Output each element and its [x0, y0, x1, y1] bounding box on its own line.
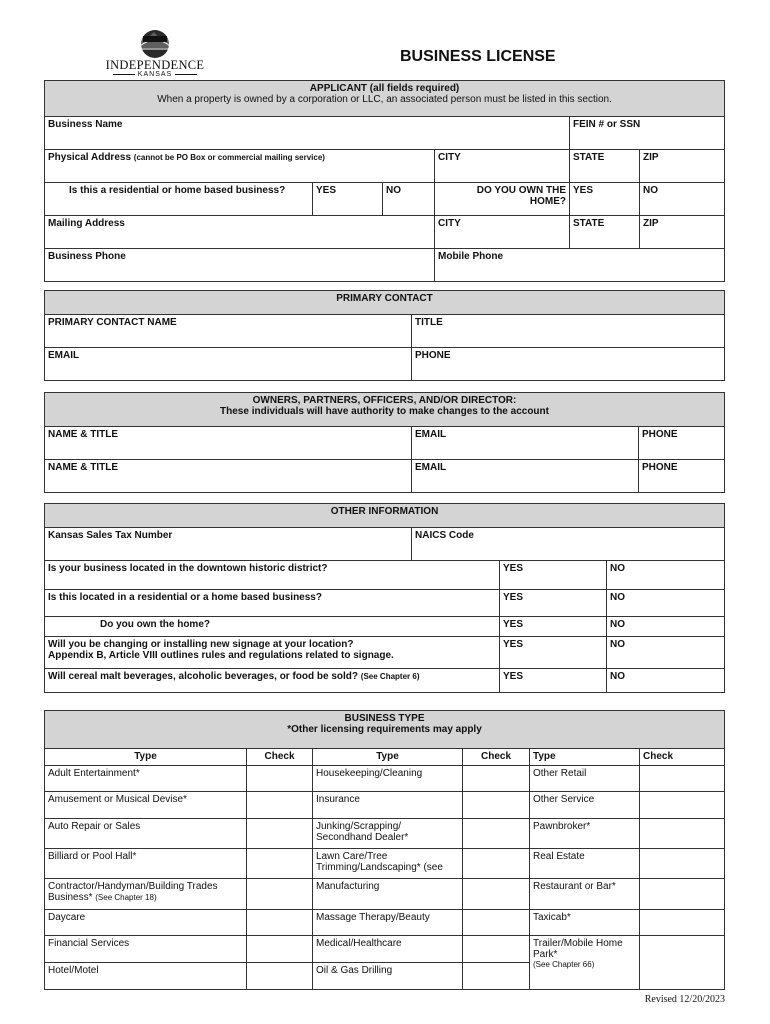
check-column-header-3: Check — [640, 749, 725, 766]
owner-1-name-label: NAME & TITLE — [48, 429, 118, 440]
historic-yes-box[interactable] — [500, 561, 607, 590]
naics-field[interactable] — [412, 528, 725, 561]
mailing-address-field[interactable] — [45, 216, 435, 249]
table-row — [45, 910, 725, 936]
business-type-cell: Hotel/Motel — [45, 963, 247, 990]
applicant-subtitle: When a property is owned by a corporation or LLC, an associated person must be listed in this section. — [157, 94, 612, 105]
business-type-cell: Adult Entertainment* — [45, 766, 247, 792]
physical-address-note: (cannot be PO Box or commercial mailing service) — [133, 153, 325, 162]
signage-yes-label: YES — [503, 639, 524, 650]
business-type-cell: Financial Services — [45, 936, 247, 963]
residential-no-label: NO — [386, 185, 401, 196]
own-home-yes-label: YES — [573, 185, 594, 196]
city-seal-icon — [132, 22, 178, 58]
business-type-cell: Housekeeping/Cleaning — [313, 766, 463, 792]
own-home-2-yes-box[interactable] — [500, 617, 607, 637]
signage-question-line-2: Appendix B, Article VIII outlines rules and regulations related to signage. — [48, 650, 394, 661]
business-type-check-box[interactable] — [640, 849, 725, 879]
applicant-section — [44, 80, 725, 282]
residential-no-box[interactable] — [383, 183, 435, 216]
business-type-check-box[interactable] — [463, 792, 530, 819]
business-type-cell — [45, 879, 247, 910]
signage-question-line-1: Will you be changing or installing new signage at your location? — [48, 639, 354, 650]
business-type-check-box[interactable] — [463, 879, 530, 910]
type-column-header-2: Type — [313, 749, 463, 766]
physical-address-field[interactable] — [45, 150, 435, 183]
primary-contact-section — [44, 290, 725, 381]
table-row — [45, 819, 725, 849]
check-column-header-2: Check — [463, 749, 530, 766]
owners-header — [45, 393, 725, 427]
business-type-cell: Medical/Healthcare — [313, 936, 463, 963]
business-type-cell: Billiard or Pool Hall* — [45, 849, 247, 879]
own-home-no-label: NO — [643, 185, 658, 196]
business-type-subtitle: *Other licensing requirements may apply — [287, 724, 482, 735]
business-type-check-box[interactable] — [247, 879, 313, 910]
table-row — [45, 792, 725, 819]
physical-zip-label: ZIP — [643, 152, 659, 163]
business-type-cell: Daycare — [45, 910, 247, 936]
residential-question: Is this a residential or home based business? — [45, 183, 313, 216]
beverages-yes-label: YES — [503, 671, 524, 682]
business-type-check-box[interactable] — [640, 910, 725, 936]
mailing-zip-label: ZIP — [643, 218, 659, 229]
signage-no-box[interactable] — [607, 637, 725, 669]
business-type-cell — [530, 936, 640, 990]
business-type-cell: Junking/Scrapping/ Secondhand Dealer* — [313, 819, 463, 849]
residential-based-no-label: NO — [610, 592, 625, 603]
business-type-cell: Amusement or Musical Devise* — [45, 792, 247, 819]
business-name-field[interactable] — [45, 117, 570, 150]
business-type-check-box[interactable] — [640, 819, 725, 849]
beverages-question-text: Will cereal malt beverages, alcoholic beverages, or food be sold? — [48, 671, 359, 682]
residential-based-no-box[interactable] — [607, 590, 725, 617]
historic-no-box[interactable] — [607, 561, 725, 590]
beverages-no-label: NO — [610, 671, 625, 682]
physical-zip-field[interactable] — [640, 150, 725, 183]
business-type-cell: Massage Therapy/Beauty — [313, 910, 463, 936]
applicant-title: APPLICANT (all fields required) — [309, 83, 460, 94]
mailing-state-field[interactable] — [570, 216, 640, 249]
business-type-cell: Lawn Care/Tree Trimming/Landscaping* (see — [313, 849, 463, 879]
applicant-header — [45, 81, 725, 117]
business-type-check-box[interactable] — [640, 936, 725, 990]
mobile-phone-field[interactable] — [435, 249, 725, 282]
business-type-cell-text: Contractor/Handyman/Building Trades Business* — [48, 881, 218, 903]
historic-no-label: NO — [610, 563, 625, 574]
business-type-cell: Insurance — [313, 792, 463, 819]
own-home-2-yes-label: YES — [503, 619, 524, 630]
primary-contact-title-label: TITLE — [415, 317, 443, 328]
business-type-check-box[interactable] — [640, 766, 725, 792]
owner-1-phone-label: PHONE — [642, 429, 678, 440]
residential-based-yes-label: YES — [503, 592, 524, 603]
own-home-question: DO YOU OWN THE HOME? — [435, 183, 570, 216]
mailing-city-field[interactable] — [435, 216, 570, 249]
owner-2-name-field[interactable] — [45, 460, 412, 493]
business-type-check-box[interactable] — [640, 879, 725, 910]
physical-state-label: STATE — [573, 152, 605, 163]
owner-2-phone-label: PHONE — [642, 462, 678, 473]
mailing-address-label: Mailing Address — [48, 218, 125, 229]
physical-address-label: Physical Address — [48, 152, 132, 163]
fein-field[interactable] — [570, 117, 725, 150]
contractor-chapter-note: (See Chapter 18) — [95, 893, 157, 902]
business-phone-label: Business Phone — [48, 251, 126, 262]
table-row — [45, 849, 725, 879]
physical-state-field[interactable] — [570, 150, 640, 183]
mailing-city-label: CITY — [438, 218, 461, 229]
business-type-section — [44, 710, 725, 990]
signage-yes-box[interactable] — [500, 637, 607, 669]
owners-subtitle: These individuals will have authority to make changes to the account — [220, 406, 549, 417]
business-type-cell: Manufacturing — [313, 879, 463, 910]
business-type-check-box[interactable] — [463, 910, 530, 936]
business-type-cell: Other Retail — [530, 766, 640, 792]
own-home-question-2: Do you own the home? — [45, 617, 500, 637]
trailer-chapter-note: (See Chapter 66) — [533, 960, 595, 969]
other-information-header: OTHER INFORMATION — [45, 504, 725, 528]
own-home-2-no-label: NO — [610, 619, 625, 630]
type-column-header-3: Type — [530, 749, 640, 766]
sales-tax-label: Kansas Sales Tax Number — [48, 530, 173, 541]
business-type-check-box[interactable] — [247, 792, 313, 819]
business-type-check-box[interactable] — [463, 963, 530, 990]
primary-contact-name-field[interactable] — [45, 315, 412, 348]
own-home-yes-box[interactable] — [570, 183, 640, 216]
business-type-check-box[interactable] — [463, 819, 530, 849]
logo-city-name: INDEPENDENCE — [105, 58, 205, 72]
business-phone-field[interactable] — [45, 249, 435, 282]
business-type-cell: Real Estate — [530, 849, 640, 879]
physical-city-label: CITY — [438, 152, 461, 163]
type-column-header-1: Type — [45, 749, 247, 766]
business-type-cell: Pawnbroker* — [530, 819, 640, 849]
residential-based-yes-box[interactable] — [500, 590, 607, 617]
naics-label: NAICS Code — [415, 530, 474, 541]
business-type-check-box[interactable] — [463, 849, 530, 879]
primary-contact-email-label: EMAIL — [48, 350, 80, 361]
mobile-phone-label: Mobile Phone — [438, 251, 503, 262]
beverages-yes-box[interactable] — [500, 669, 607, 693]
owners-title: OWNERS, PARTNERS, OFFICERS, AND/OR DIRECTOR: — [252, 395, 517, 406]
business-type-cell: Restaurant or Bar* — [530, 879, 640, 910]
primary-contact-header: PRIMARY CONTACT — [45, 291, 725, 315]
owner-1-name-field[interactable] — [45, 427, 412, 460]
residential-based-question: Is this located in a residential or a home based business? — [45, 590, 500, 617]
owner-2-phone-field[interactable] — [639, 460, 725, 493]
residential-yes-label: YES — [316, 185, 337, 196]
historic-district-question: Is your business located in the downtown historic district? — [45, 561, 500, 590]
table-row — [45, 766, 725, 792]
signage-no-label: NO — [610, 639, 625, 650]
business-type-cell: Oil & Gas Drilling — [313, 963, 463, 990]
beverages-question — [45, 669, 500, 693]
business-type-header — [45, 711, 725, 749]
primary-contact-phone-label: PHONE — [415, 350, 451, 361]
primary-contact-title-field[interactable] — [412, 315, 725, 348]
beverages-no-box[interactable] — [607, 669, 725, 693]
owner-2-email-label: EMAIL — [415, 462, 447, 473]
business-type-cell: Auto Repair or Sales — [45, 819, 247, 849]
owners-section — [44, 392, 725, 493]
business-type-title: BUSINESS TYPE — [344, 713, 425, 724]
business-type-cell: Taxicab* — [530, 910, 640, 936]
owner-1-email-label: EMAIL — [415, 429, 447, 440]
historic-yes-label: YES — [503, 563, 524, 574]
business-type-cell-text: Trailer/Mobile Home Park* — [533, 938, 623, 960]
primary-contact-phone-field[interactable] — [412, 348, 725, 381]
primary-contact-email-field[interactable] — [45, 348, 412, 381]
primary-contact-name-label: PRIMARY CONTACT NAME — [48, 317, 177, 328]
document-title: BUSINESS LICENSE — [400, 48, 556, 65]
business-type-check-box[interactable] — [640, 792, 725, 819]
signage-question — [45, 637, 500, 669]
residential-yes-box[interactable] — [313, 183, 383, 216]
business-name-label: Business Name — [48, 119, 123, 130]
mailing-state-label: STATE — [573, 218, 605, 229]
business-type-check-box[interactable] — [247, 963, 313, 990]
business-type-cell: Other Service — [530, 792, 640, 819]
business-type-check-box[interactable] — [247, 849, 313, 879]
physical-city-field[interactable] — [435, 150, 570, 183]
mailing-zip-field[interactable] — [640, 216, 725, 249]
sales-tax-field[interactable] — [45, 528, 412, 561]
owner-2-email-field[interactable] — [412, 460, 639, 493]
owner-2-name-label: NAME & TITLE — [48, 462, 118, 473]
business-type-check-box[interactable] — [247, 766, 313, 792]
business-type-check-box[interactable] — [463, 766, 530, 792]
own-home-2-no-box[interactable] — [607, 617, 725, 637]
table-row — [45, 879, 725, 910]
beverages-question-note: (See Chapter 6) — [360, 672, 420, 681]
business-type-check-box[interactable] — [247, 910, 313, 936]
other-information-section — [44, 503, 725, 693]
logo-state-name: KANSAS — [100, 71, 210, 78]
check-column-header-1: Check — [247, 749, 313, 766]
owner-1-email-field[interactable] — [412, 427, 639, 460]
city-logo — [100, 22, 210, 80]
own-home-no-box[interactable] — [640, 183, 725, 216]
business-type-check-box[interactable] — [247, 819, 313, 849]
business-type-check-box[interactable] — [247, 936, 313, 963]
fein-label: FEIN # or SSN — [573, 119, 641, 130]
table-row — [45, 936, 725, 963]
business-type-check-box[interactable] — [463, 936, 530, 963]
revision-date: Revised 12/20/2023 — [644, 994, 725, 1005]
owner-1-phone-field[interactable] — [639, 427, 725, 460]
